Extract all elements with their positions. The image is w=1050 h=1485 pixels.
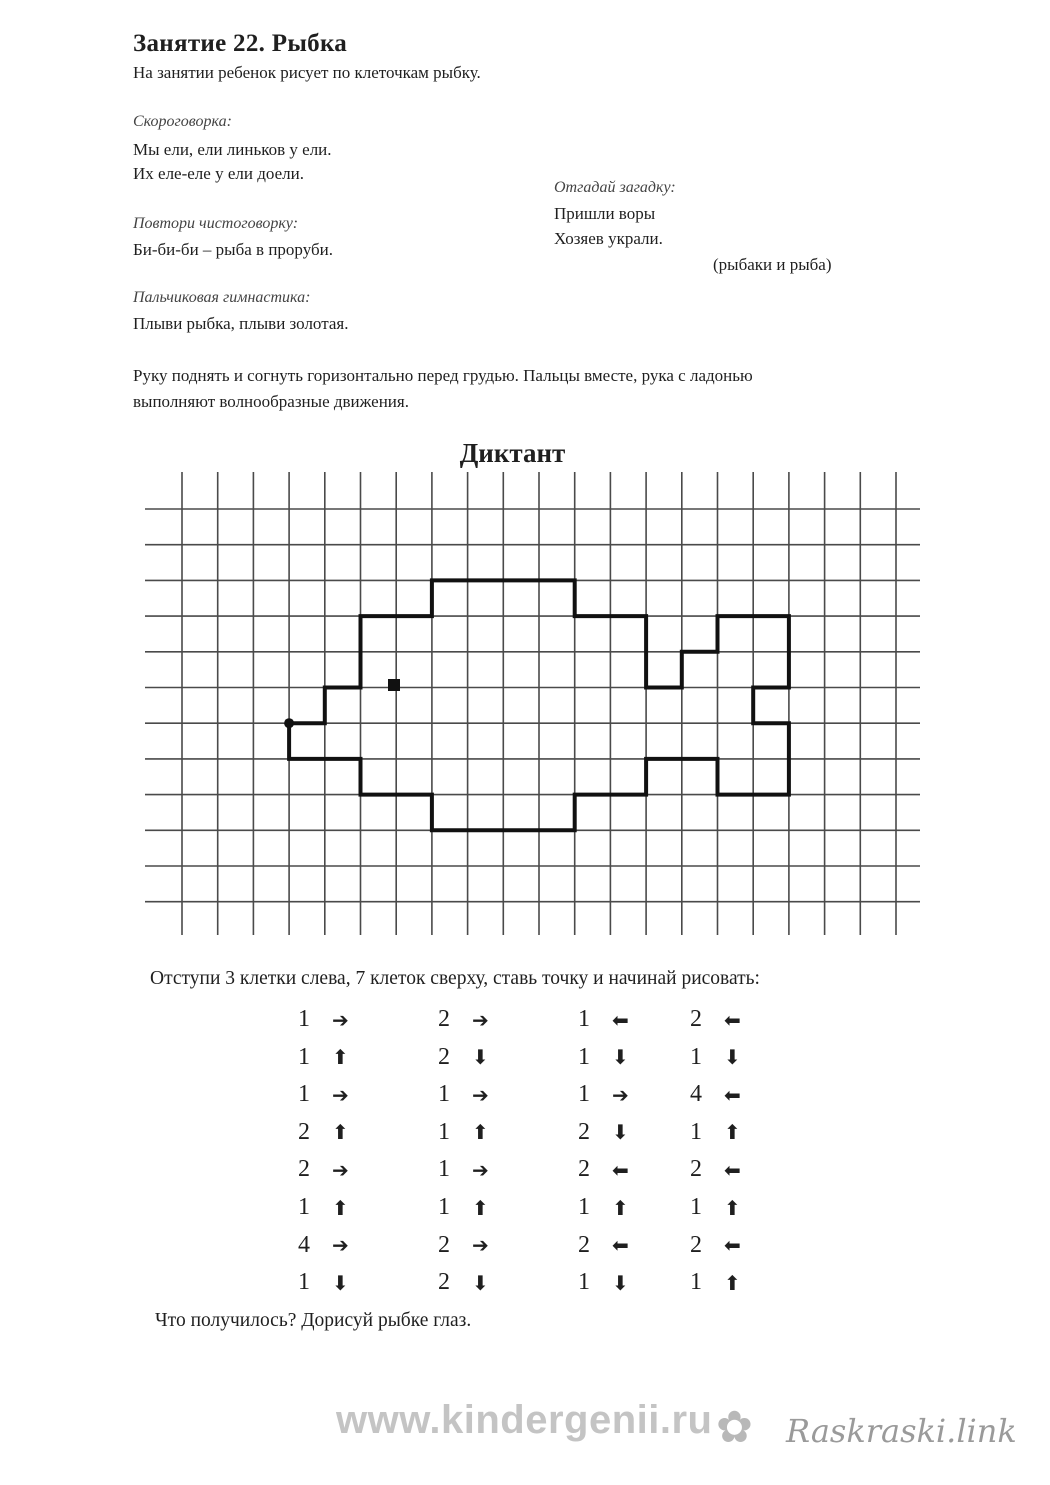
step-count: 2 (690, 1156, 702, 1183)
step-count: 1 (298, 1269, 310, 1296)
dictation-step (690, 1269, 741, 1296)
arrow-left-icon: ⬅ (724, 1082, 741, 1107)
arrow-left-icon: ⬅ (612, 1233, 629, 1258)
dictation-step (438, 1006, 489, 1033)
riddle-line-2: Хозяев украли. (554, 229, 663, 248)
arrow-right-icon: ➔ (472, 1082, 489, 1107)
step-count: 1 (578, 1081, 590, 1108)
pure-phrase-heading: Повтори чистоговорку: (133, 215, 299, 232)
dictation-step (690, 1044, 741, 1071)
arrow-up-icon: ⬆ (724, 1120, 741, 1145)
arrow-right-icon: ➔ (332, 1157, 349, 1182)
dictation-step (298, 1269, 349, 1296)
dictation-step (438, 1194, 489, 1221)
dictation-step (578, 1232, 629, 1259)
step-count: 1 (578, 1043, 590, 1070)
exercise-line-2: выполняют волнообразные движения. (133, 392, 409, 411)
step-count: 4 (690, 1081, 702, 1108)
step-count: 1 (690, 1194, 702, 1220)
dictation-step (578, 1269, 629, 1296)
step-count: 1 (690, 1043, 702, 1070)
arrow-left-icon: ⬅ (612, 1007, 629, 1032)
dictation-step (578, 1044, 629, 1071)
dictation-step (438, 1044, 489, 1071)
step-count: 1 (298, 1043, 310, 1070)
step-count: 1 (578, 1269, 590, 1296)
step-count: 2 (438, 1231, 450, 1258)
lesson-intro: На занятии ребенок рисует по клеточкам рыбку. (133, 63, 481, 82)
riddle-heading: Отгадай загадку: (554, 179, 676, 196)
flower-icon: ✿ (716, 1402, 753, 1453)
dictation-step (298, 1156, 349, 1183)
arrow-right-icon: ➔ (472, 1007, 489, 1032)
dictation-step (298, 1081, 349, 1108)
arrow-up-icon: ⬆ (332, 1045, 349, 1070)
step-count: 2 (438, 1269, 450, 1296)
tongue-twister-line-2: Их еле-еле у ели доели. (133, 164, 304, 183)
step-count: 1 (298, 1006, 310, 1032)
step-count: 2 (438, 1043, 450, 1070)
arrow-up-icon: ⬆ (724, 1270, 741, 1295)
dictation-step (298, 1044, 349, 1071)
arrow-right-icon: ➔ (472, 1233, 489, 1258)
tongue-twister-line-1: Мы ели, ели линьков у ели. (133, 140, 332, 159)
finger-gym-heading: Пальчиковая гимнастика: (133, 289, 311, 306)
dictation-step (578, 1119, 629, 1146)
arrow-down-icon: ⬇ (472, 1045, 489, 1070)
step-count: 1 (690, 1118, 702, 1145)
footer-brand: Raskraski.link (786, 1412, 1017, 1450)
arrow-left-icon: ⬅ (724, 1233, 741, 1258)
arrow-right-icon: ➔ (332, 1082, 349, 1107)
step-count: 1 (690, 1269, 702, 1296)
dictation-step (690, 1194, 741, 1221)
arrow-up-icon: ⬆ (472, 1195, 489, 1220)
dictation-step (438, 1269, 489, 1296)
lesson-title: Занятие 22. Рыбка (133, 30, 348, 57)
dictation-step (690, 1081, 741, 1108)
dictation-step (298, 1119, 349, 1146)
arrow-up-icon: ⬆ (612, 1195, 629, 1220)
arrow-down-icon: ⬇ (612, 1270, 629, 1295)
arrow-down-icon: ⬇ (612, 1120, 629, 1145)
dictation-step (438, 1232, 489, 1259)
step-count: 2 (578, 1231, 590, 1258)
step-count: 1 (298, 1081, 310, 1108)
step-count: 2 (690, 1006, 702, 1032)
dictation-step (438, 1119, 489, 1146)
arrow-right-icon: ➔ (332, 1233, 349, 1258)
step-count: 1 (578, 1194, 590, 1220)
dictation-step (438, 1081, 489, 1108)
dictation-step (298, 1194, 349, 1221)
dictation-step (298, 1232, 349, 1259)
step-count: 2 (578, 1156, 590, 1183)
step-count: 1 (298, 1194, 310, 1220)
step-count: 1 (438, 1081, 450, 1108)
riddle-answer: (рыбаки и рыба) (713, 255, 832, 274)
arrow-up-icon: ⬆ (332, 1195, 349, 1220)
arrow-down-icon: ⬇ (612, 1045, 629, 1070)
step-count: 1 (578, 1006, 590, 1032)
riddle-line-1: Пришли воры (554, 204, 656, 223)
arrow-up-icon: ⬆ (724, 1195, 741, 1220)
dictation-step (690, 1156, 741, 1183)
dictation-step (690, 1232, 741, 1259)
step-count: 2 (690, 1231, 702, 1258)
arrow-left-icon: ⬅ (724, 1157, 741, 1182)
dictation-step (578, 1156, 629, 1183)
step-count: 4 (298, 1231, 310, 1258)
dictation-step (578, 1006, 629, 1033)
step-count: 2 (578, 1118, 590, 1145)
arrow-down-icon: ⬇ (332, 1270, 349, 1295)
footer-site: www.kindergenii.ru (336, 1398, 713, 1442)
tongue-twister-heading: Скороговорка: (133, 113, 232, 130)
arrow-left-icon: ⬅ (612, 1157, 629, 1182)
dictation-step (578, 1081, 629, 1108)
arrow-right-icon: ➔ (612, 1082, 629, 1107)
dictation-title: Диктант (459, 438, 566, 468)
dictation-question: Что получилось? Дорисуй рыбке глаз. (155, 1310, 472, 1331)
pure-phrase-line-1: Би-би-би – рыба в проруби. (133, 240, 333, 259)
step-count: 1 (438, 1194, 450, 1220)
arrow-down-icon: ⬇ (724, 1045, 741, 1070)
dictation-step (690, 1119, 741, 1146)
arrow-left-icon: ⬅ (724, 1007, 741, 1032)
step-count: 2 (438, 1006, 450, 1032)
dictation-step (438, 1156, 489, 1183)
exercise-line-1: Руку поднять и согнуть горизонтально перед грудью. Пальцы вместе, рука с ладонью (133, 366, 753, 385)
dictation-step (690, 1006, 741, 1033)
finger-gym-line-1: Плыви рыбка, плыви золотая. (133, 314, 349, 333)
dictation-step (298, 1006, 349, 1033)
arrow-up-icon: ⬆ (332, 1120, 349, 1145)
arrow-right-icon: ➔ (332, 1007, 349, 1032)
step-count: 1 (438, 1118, 450, 1145)
arrow-right-icon: ➔ (472, 1157, 489, 1182)
step-count: 2 (298, 1118, 310, 1145)
dictation-instruction: Отступи 3 клетки слева, 7 клеток сверху, ставь точку и начинай рисовать: (150, 968, 760, 989)
step-count: 1 (438, 1156, 450, 1183)
arrow-down-icon: ⬇ (472, 1270, 489, 1295)
dictation-step (578, 1194, 629, 1221)
step-count: 2 (298, 1156, 310, 1183)
arrow-up-icon: ⬆ (472, 1120, 489, 1145)
